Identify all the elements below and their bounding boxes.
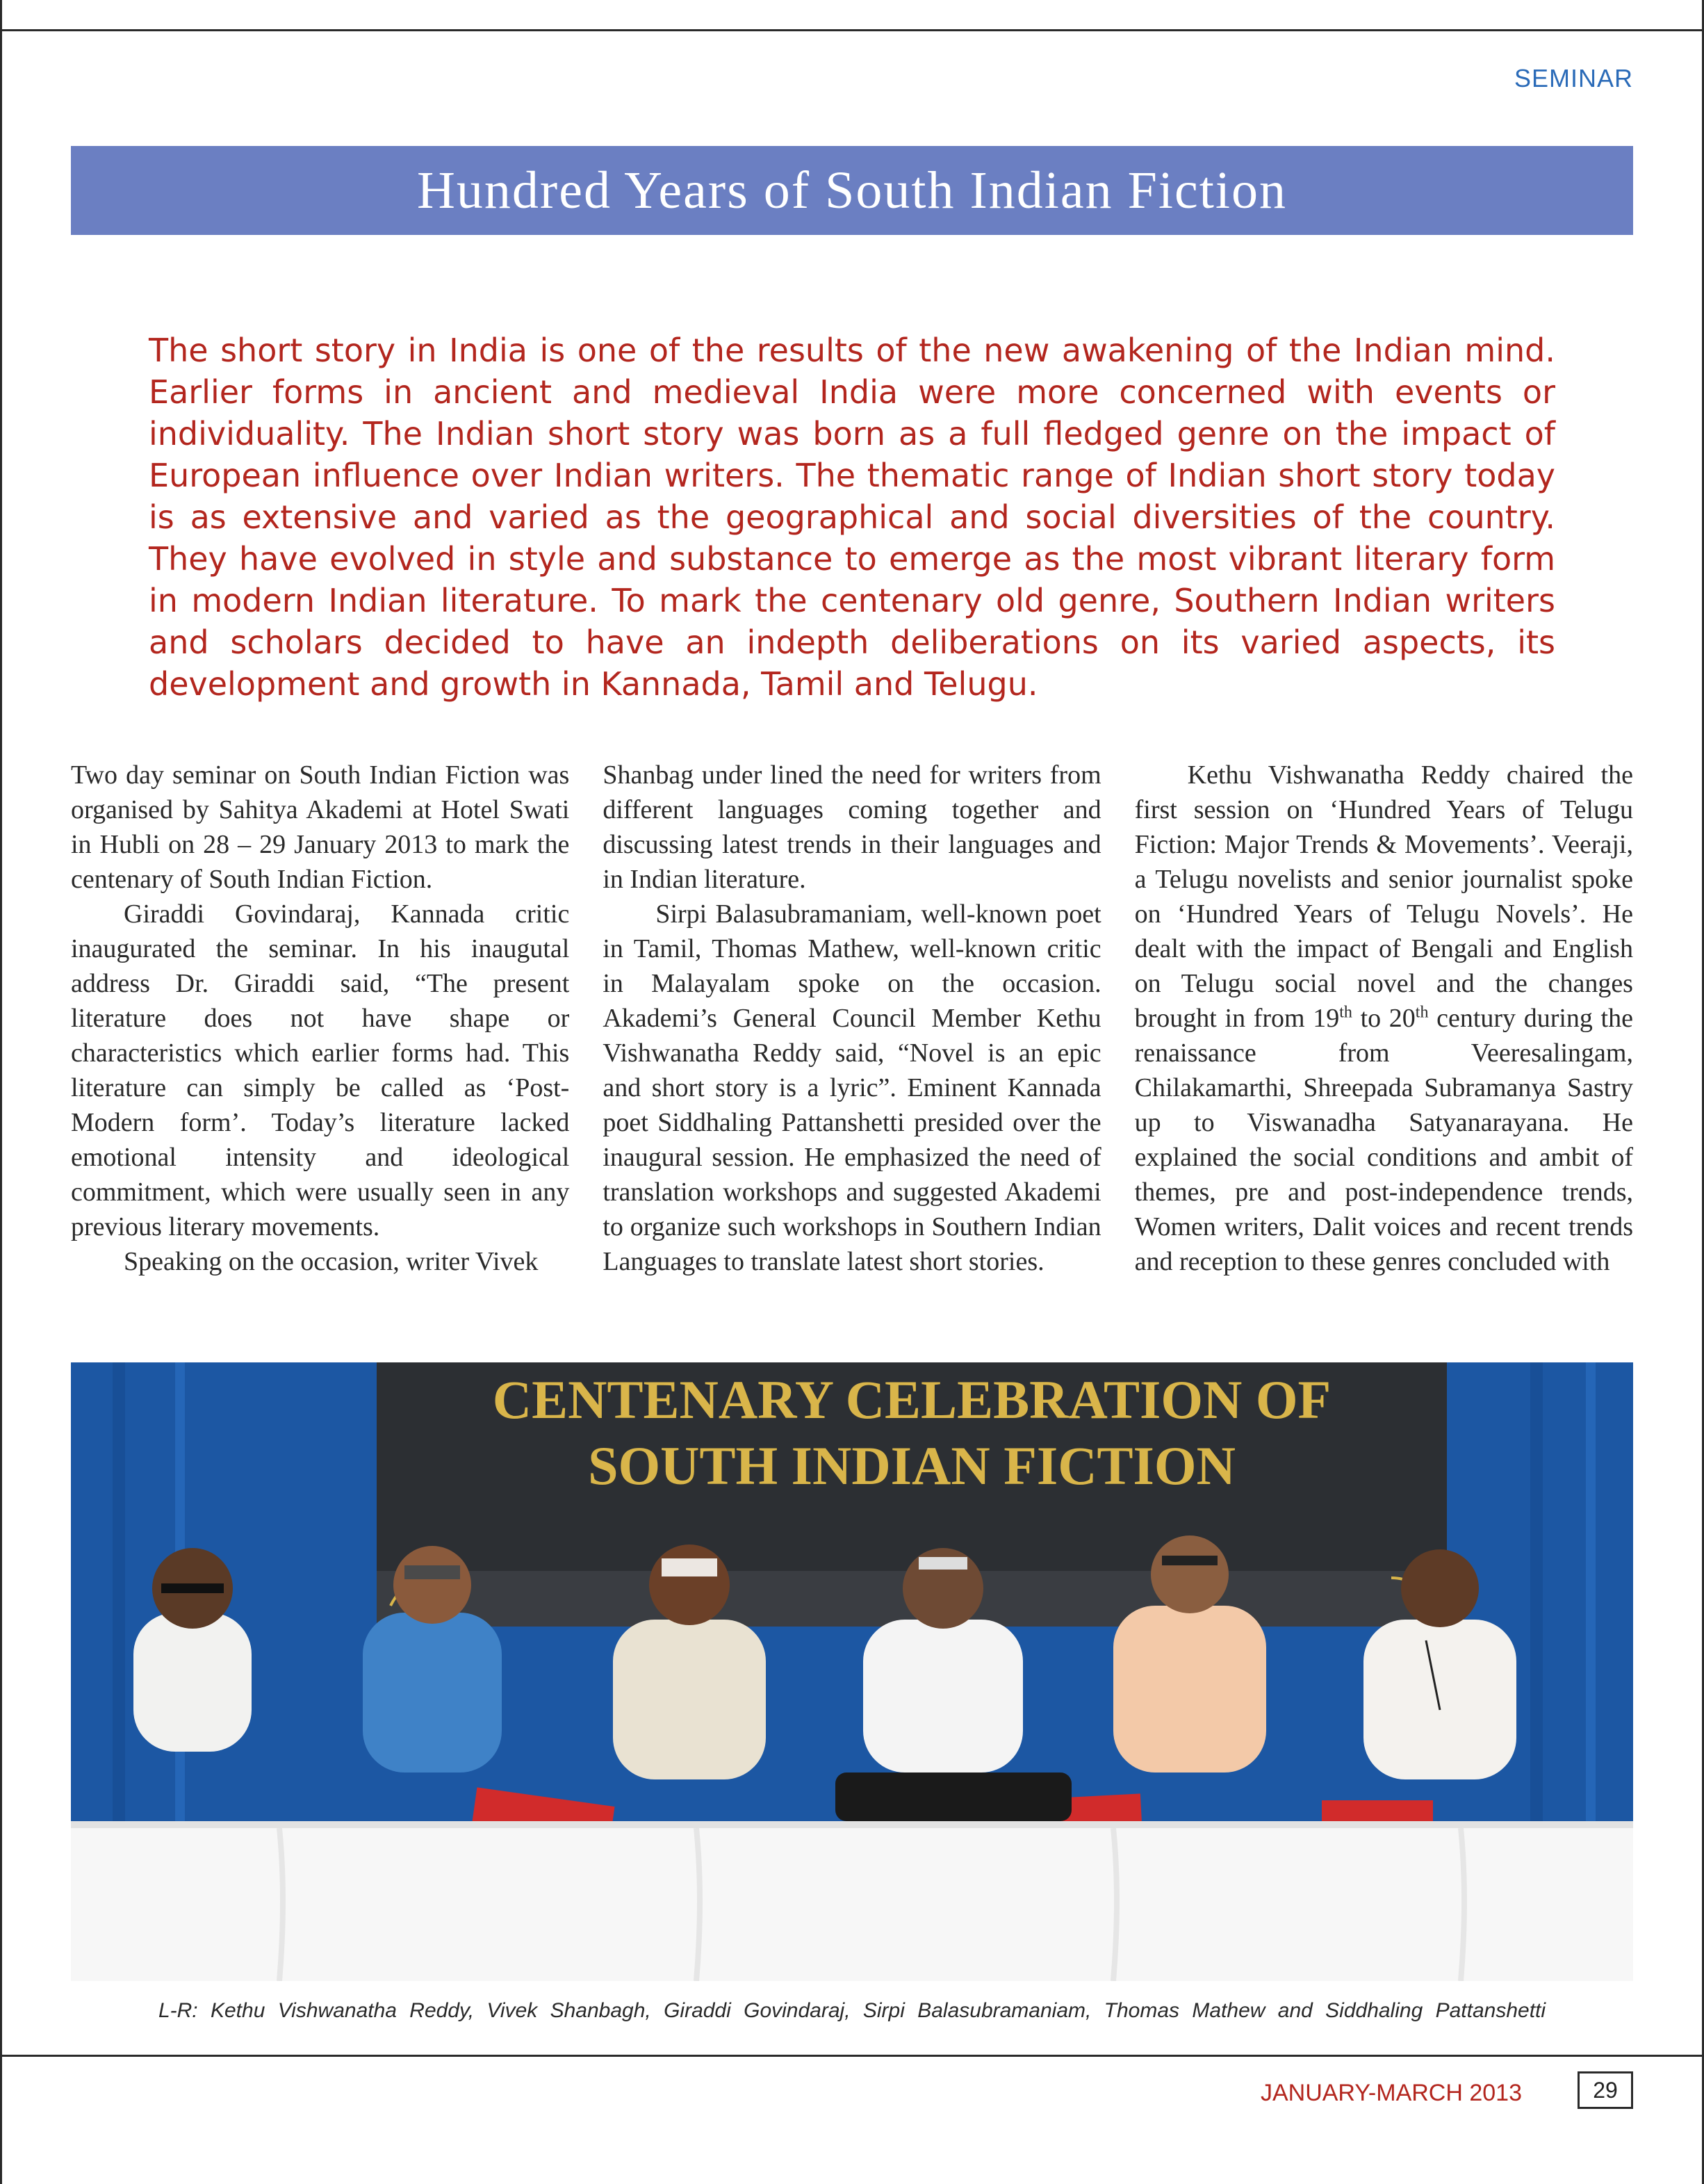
body-paragraph: Giraddi Govindaraj, Kannada critic inaugurated the seminar. In his inaugutal address Dr. Giraddi said, “The present literature does not have shape or characteristics which earlier forms had. This literature can simply be called as ‘Post-Modern form’. Today’s literature lacked emotional intensity and ideological commitment, which were usually seen in any previous literary movements.: [71, 899, 570, 1241]
black-bag: [835, 1773, 1072, 1821]
table-cloth: [71, 1821, 1633, 1981]
superscript: th: [1339, 1003, 1352, 1022]
body-paragraph: Sirpi Balasubramaniam, well-known poet in Tamil, Thomas Mathew, well-known critic in Malayalam spoke on the occasion. Akademi’s General Council Member Kethu Vishwanatha Reddy said, “Novel is an epic and short story is a lyric”. Eminent Kannada poet Siddhaling Pattanshetti presided over the inaugural session. He emphasized the need of translation workshops and suggested Akademi to organize such workshops in Southern Indian Languages to translate latest short stories.: [603, 899, 1101, 1276]
issue-label: JANUARY-MARCH 2013: [1260, 2080, 1522, 2106]
page-number: 29: [1578, 2071, 1633, 2109]
seminar-photo: [71, 1362, 1633, 1981]
lead-paragraph: The short story in India is one of the results of the new awakening of the Indian mind. Earlier forms in ancient and medieval India were more concerned with events or individuality. The Indian short story was born as a full fledged genre on the impact of European influence over Indian writers. The thematic range of Indian short story today is as extensive and varied as the geographical and social diversities of the country. They have evolved in style and substance to emerge as the most vibrant literary form in modern Indian literature. To mark the centenary old genre, Southern Indian writers and scholars decided to have an indepth deliberations on its varied aspects, its development and growth in Kannada, Tamil and Telugu.: [149, 332, 1555, 703]
banner-line-1: CENTENARY CELEBRATION OF: [492, 1369, 1332, 1430]
section-label: SEMINAR: [1514, 64, 1633, 92]
superscript: th: [1415, 1003, 1429, 1022]
banner-line-2: SOUTH INDIAN FICTION: [588, 1435, 1236, 1496]
body-text: to 20: [1352, 1004, 1416, 1033]
title-bar: [71, 146, 1633, 235]
body-paragraph: [1135, 758, 1633, 1279]
article-title: Hundred Years of South Indian Fiction: [417, 161, 1287, 220]
body-paragraph: Shanbag under lined the need for writers from different languages coming together and discussing latest trends in their languages and in Indian literature.: [603, 760, 1101, 894]
page-bottom-rule: [0, 2055, 1704, 2057]
page-top-rule: [0, 29, 1704, 31]
body-text: Kethu Vishwanatha Reddy chaired the first session on ‘Hundred Years of Telugu Fiction: Major Trends & Movements’. Veeraji, a Telugu novelists and senior journalist spoke on ‘Hundred Years of Telugu Novels’. He dealt with the impact of Bengali and English on Telugu social novel and the changes brought in from 19: [1134, 760, 1633, 1033]
body-paragraph: Speaking on the occasion, writer Vivek: [124, 1247, 539, 1276]
body-text: century during the renaissance from Veeresalingam, Chilakamarthi, Shreepada Subramanya Sastry up to Viswanadha Satyanarayana. He explained the social conditions and ambit of themes, pre and post-independence trends, Women writers, Dalit voices and recent trends and reception to these genres concluded with: [1134, 1004, 1633, 1276]
photo-caption: L-R: Kethu Vishwanatha Reddy, Vivek Shanbagh, Giraddi Govindaraj, Sirpi Balasubramaniam, Thomas Mathew and Siddhaling Pattanshetti: [158, 1999, 1546, 2022]
body-paragraph: Two day seminar on South Indian Fiction was organised by Sahitya Akademi at Hotel Swati in Hubli on 28 – 29 January 2013 to mark the centenary of South Indian Fiction.: [71, 760, 570, 894]
article-body: [71, 758, 1633, 1314]
page-left-rule: [0, 0, 2, 2184]
